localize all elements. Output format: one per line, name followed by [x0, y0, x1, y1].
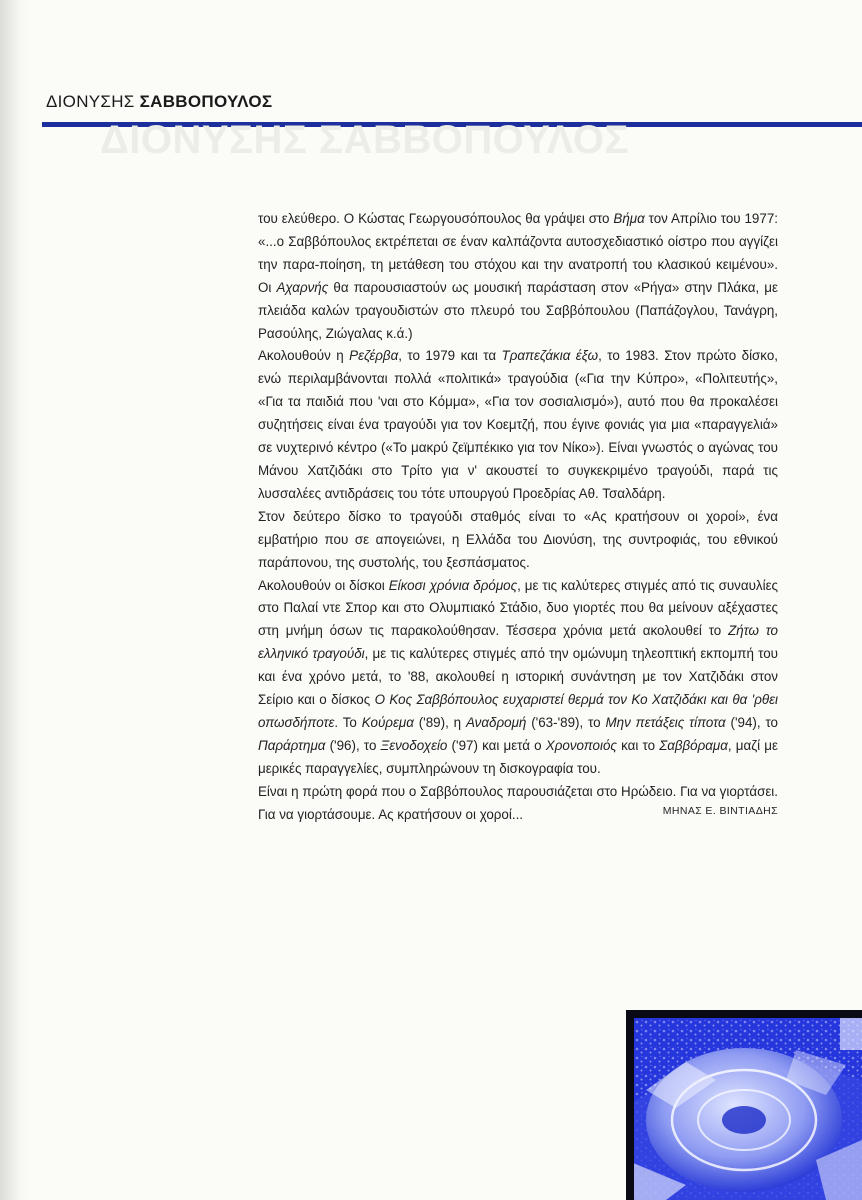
italic-title: Σαββόραμα	[659, 737, 728, 753]
photo-frame-left	[626, 1010, 634, 1200]
article-paragraph	[258, 781, 778, 827]
text-run: . Το	[334, 714, 362, 730]
text-run: Ακολουθούν η	[258, 348, 350, 364]
italic-title: Αναδρομή	[465, 714, 527, 730]
article-paragraph	[258, 575, 778, 781]
italic-title: Τραπεζάκια έξω	[501, 348, 599, 364]
article-body	[258, 208, 778, 826]
italic-title: Παράρτημα	[258, 737, 326, 753]
text-run: , με τις καλύτερες στιγμές από τις συναυλίες στο Παλαί ντε Σπορ και στο Ολυμπιακό Στάδιο, δυο γιορτές που θα μείνουν αξέχαστες στη μνήμη όσων τις παρακολούθησαν. Τέσσερα χρόνια μετά ακολουθεί το	[258, 577, 779, 639]
photo-frame-top	[626, 1010, 862, 1018]
article-paragraph	[258, 345, 778, 505]
italic-title: Βήμα	[613, 211, 645, 226]
italic-title: Ζήτω το ελληνικό τραγούδι	[258, 623, 778, 662]
header-first-name: ΔΙΟΝΥΣΗΣ	[46, 92, 135, 111]
text-run: τον Απρίλιο του 1977: «...ο Σαββόπουλος εκτρέπεται σε έναν καλπάζοντα αυτοσχεδιαστικό οίστρο που αγγίζει την παρα-ποίηση, τη μετάθεση του στόχου και την ανατροπή του κλασικού κειμένου». Οι	[258, 211, 778, 295]
text-run: ('63-'89), το	[526, 714, 606, 730]
article-paragraph	[258, 506, 778, 575]
text-run: Ακολουθούν οι δίσκοι	[258, 577, 389, 593]
text-run: του ελεύθερο. Ο Κώστας Γεωργουσόπουλος θα γράψει στο	[258, 211, 614, 226]
text-run: Στον δεύτερο δίσκο το τραγούδι σταθμός είναι το «Ας κρατήσουν οι χοροί», ένα εμβατήριο που σε απογειώνει, η Ελλάδα του Διονύση, της συντροφιάς, του εθνικού παράπονου, της συστολής, του ξεσπάσματος.	[258, 508, 778, 570]
text-run: , το 1979 και τα	[398, 348, 502, 364]
page-header-title	[46, 92, 272, 112]
text-run: , με τις καλύτερες στιγμές από την ομώνυμη τηλεοπτική εκπομπή του και ένα χρόνο μετά, το '88, ακολουθεί η ιστορική συνάντηση με τον Χατζιδάκι στον Σείριο και ο δίσκος	[258, 646, 778, 708]
italic-title: Χρονοποιός	[545, 737, 617, 753]
italic-title: Κούρεμα	[361, 714, 414, 730]
text-run: ('94), το	[725, 714, 779, 730]
italic-title: Μην πετάξεις τίποτα	[605, 714, 726, 730]
italic-title: Ο Κος Σαββόπουλος ευχαριστεί θερμά τον Κο Χατζιδάκι και θα 'ρθει οπωσδήποτε	[258, 692, 778, 730]
text-run: , το 1983. Στον πρώτο δίσκο, ενώ περιλαμβάνονται πολλά «πολιτικά» τραγούδια («Για την Κύπρο», «Πολιτευτής», «Για τα παιδιά που 'ναι στο Κόμμα», «Για τον σοσιαλισμό»), αυτό που θα προκαλέσει συζητήσεις είναι ένα τραγούδι για τον Κοεμτζή, που έγινε φονιάς για μια «παραγγελιά» σε νυχτερινό κέντρο («Το μακρύ ζεϊμπέκικο για τον Νίκο»). Είναι γνωστός ο αγώνας του Μάνου Χατζιδάκι στο Τρίτο για ν' ακουστεί το συγκεκριμένο τραγούδι, παρά τις λυσσαλέες αντιδράσεις του τότε υπουργού Προεδρίας Αθ. Τσαλδάρη.	[258, 348, 779, 501]
italic-title: Ξενοδοχείο	[380, 737, 448, 753]
header-surname: ΣΑΒΒΟΠΟΥΛΟΣ	[139, 92, 273, 111]
binding-shadow	[0, 0, 34, 1200]
italic-title: Αχαρνής	[276, 279, 329, 295]
text-run: ('96), το	[325, 737, 381, 753]
show-through-title: ΔΙΟΝΥΣΗΣ ΣΑΒΒΟΠΟΥΛΟΣ	[100, 118, 629, 162]
text-run: , μαζί με μερικές παραγγελίες, συμπληρώνουν τη δισκογραφία του.	[258, 737, 778, 776]
italic-title: Ρεζέρβα	[349, 348, 399, 364]
text-run: και το	[616, 737, 660, 753]
text-run: Είναι η πρώτη φορά που ο Σαββόπουλος παρουσιάζεται στο Ηρώδειο. Για να γιορτάσει. Για να γιορτάσουμε. Ας κρατήσουν οι χοροί...	[258, 783, 778, 822]
text-run: ('89), η	[413, 714, 466, 730]
italic-title: Είκοσι χρόνια δρόμος	[388, 577, 518, 593]
author-signature: ΜΗΝΑΣ Ε. ΒΙΝΤΙΑΔΗΣ	[662, 805, 778, 817]
herodeion-photo	[626, 1010, 862, 1200]
article-paragraph	[258, 208, 778, 345]
text-run: ('97) και μετά ο	[447, 737, 546, 753]
text-run: θα παρουσιαστούν ως μουσική παράσταση στον «Ρήγα» στην Πλάκα, με πλειάδα καλών τραγουδιστών στο πλευρό του Σαββόπουλου (Παπάζογλου, Τανάγρη, Ρασούλης, Ζιώγαλας κ.ά.)	[258, 279, 778, 341]
